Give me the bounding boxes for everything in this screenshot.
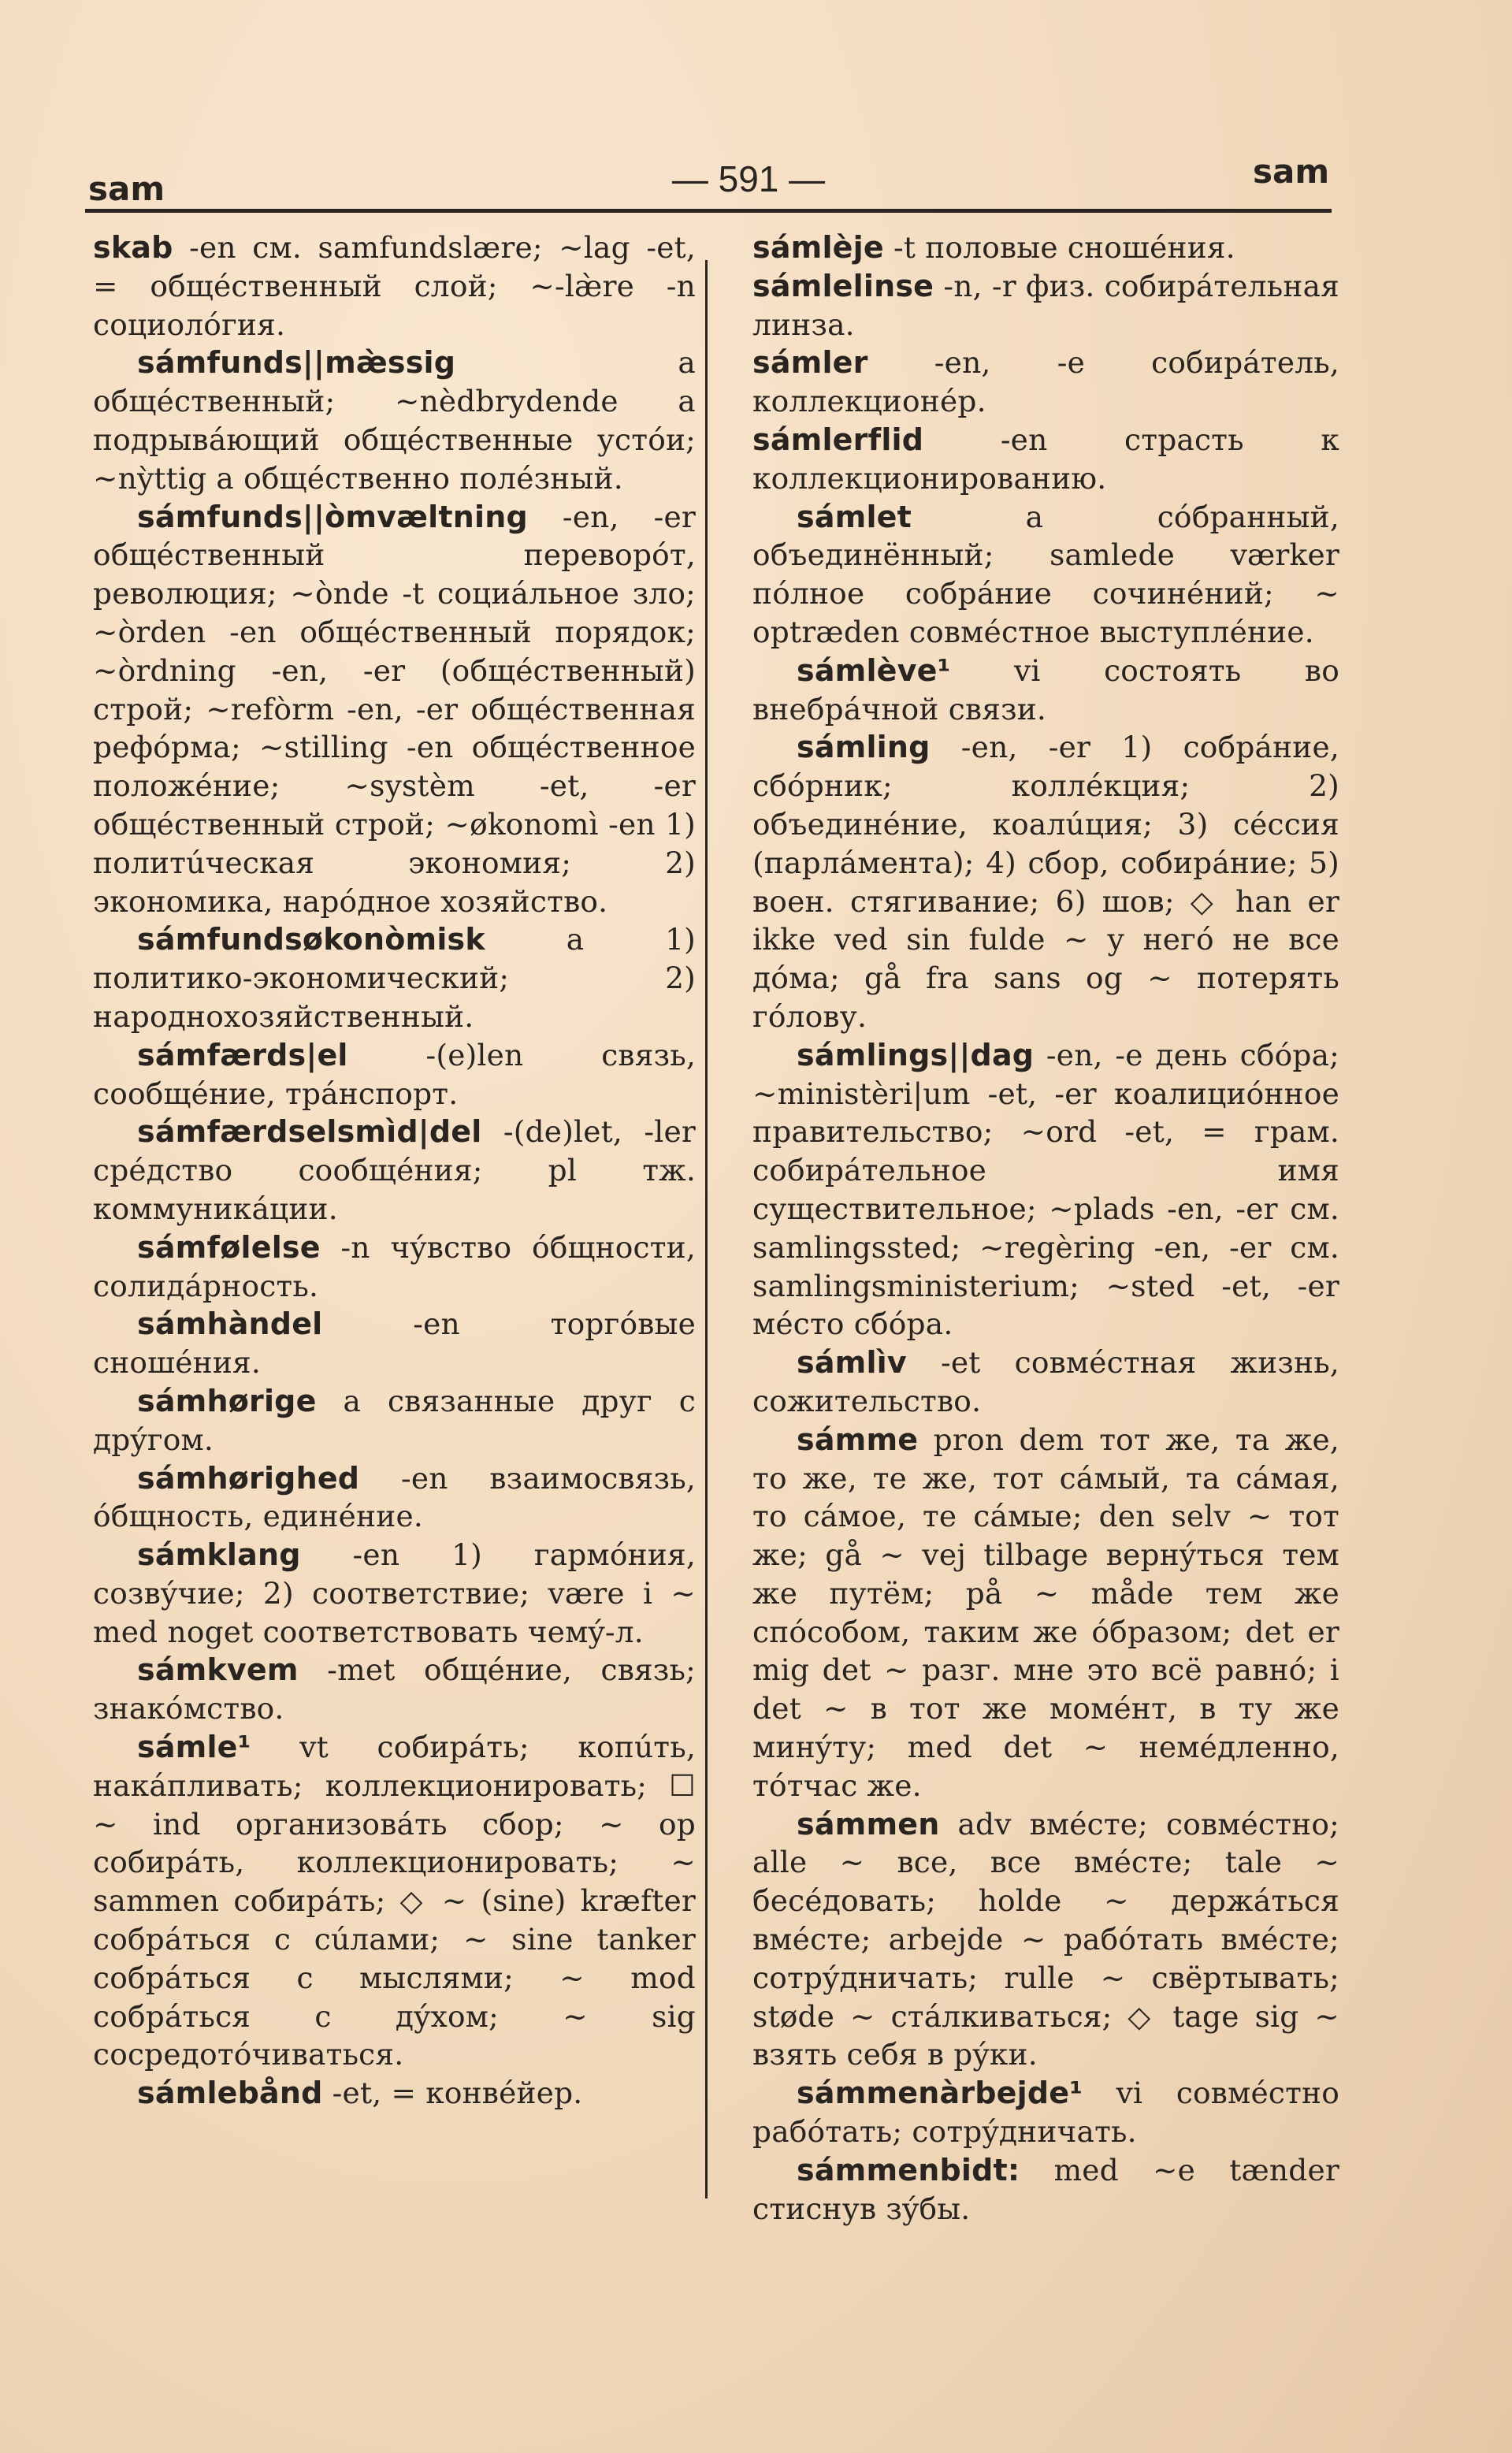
entry-headword: sámhørighed bbox=[137, 1460, 360, 1496]
entry-headword: sámklang bbox=[137, 1537, 301, 1573]
running-head-left: sam bbox=[88, 169, 165, 208]
entry-headword: sámfundsøkonòmisk bbox=[137, 922, 485, 957]
entry-definition: -en взаимосвязь, óбщность, единéние. bbox=[93, 1460, 696, 1534]
dictionary-entry bbox=[93, 2074, 696, 2113]
dictionary-entry bbox=[752, 1805, 1339, 2075]
dictionary-entry bbox=[752, 2151, 1339, 2228]
entry-definition: -et, = конвéйер. bbox=[322, 2076, 583, 2111]
entry-definition: adv вмéсте; совмéстно; alle ~ все, все вмéсте; tale ~ бесéдовать; holde ~ держáться вмéсте; arbejde ~ рабóтать вмéсте; сотрýдничать; rulle ~ свёртывать; støde ~ стáлкиваться; ◇ tage sig ~ взять себя в рýки. bbox=[752, 1806, 1339, 2072]
entry-headword: sámlet bbox=[797, 499, 912, 534]
entry-definition: -en торгóвые сношéния. bbox=[93, 1306, 696, 1381]
entry-headword: sámfunds||òmvæltning bbox=[137, 499, 528, 534]
dictionary-entry bbox=[93, 1382, 696, 1459]
dictionary-entry bbox=[93, 498, 696, 921]
dictionary-entry bbox=[93, 1305, 696, 1382]
entry-definition: -en, -er 1) собрáние, сбóрник; коллéкция; 2) объединéние, коалúция; 3) сéссия (парлáмента); 4) сбор, собирáние; 5) воен. стягивание; 6) шов; ◇ han er ikke ved sin fulde ~ у негó не все дóма; gå fra sans og ~ потерять гóлову. bbox=[752, 730, 1339, 1034]
dictionary-entry bbox=[93, 1036, 696, 1113]
entry-headword: sámmenàrbejde¹ bbox=[797, 2076, 1083, 2111]
dictionary-entry bbox=[752, 498, 1339, 652]
entry-definition: -en см. samfundslære; ~lag -et, = общéственный слой; ~-læ̀re -n социолóгия. bbox=[93, 230, 696, 342]
dictionary-entry bbox=[93, 920, 696, 1035]
entry-definition: -n, -r физ. собирáтельная линза. bbox=[752, 268, 1339, 342]
entry-definition: a общéственный; ~nèdbrydende a подрывáющий общéственные устóи; ~nỳttig a общéственно полéзный. bbox=[93, 345, 696, 496]
dictionary-entry bbox=[752, 1344, 1339, 1421]
dictionary-entry bbox=[752, 728, 1339, 1035]
entry-definition: med ~e tænder стиснув зýбы. bbox=[752, 2152, 1339, 2226]
dictionary-entry bbox=[752, 267, 1339, 344]
entry-headword: sámmenbidt: bbox=[797, 2152, 1020, 2187]
entry-headword: sámfærdselsmìd|del bbox=[137, 1114, 482, 1150]
dictionary-entry bbox=[93, 1228, 696, 1306]
entry-headword: sámme bbox=[797, 1422, 919, 1457]
entry-definition: -n чýвство óбщности, солидáрность. bbox=[93, 1229, 696, 1303]
entry-definition: vi состоять во внебрáчной связи. bbox=[752, 652, 1339, 727]
entry-definition: -t половые сношéния. bbox=[883, 230, 1235, 265]
dictionary-entry bbox=[752, 2074, 1339, 2151]
page-number: — 591 — bbox=[671, 158, 826, 199]
entry-headword: sámlelinse bbox=[752, 268, 934, 303]
entry-headword: sámler bbox=[752, 345, 868, 381]
entry-definition: -(de)let, -ler срéдство сообщéния; pl тж. коммуникáции. bbox=[93, 1114, 696, 1226]
header-rule bbox=[85, 209, 1332, 213]
dictionary-entry bbox=[93, 1459, 696, 1537]
dictionary-entry bbox=[752, 229, 1339, 267]
entry-headword: sámhàndel bbox=[137, 1306, 323, 1342]
entry-headword: sámfærds|el bbox=[137, 1037, 348, 1072]
entry-headword: skab bbox=[93, 230, 173, 265]
entry-definition: vi совмéстно рабóтать; сотрýдничать. bbox=[752, 2076, 1339, 2150]
dictionary-entry bbox=[93, 1728, 696, 2074]
entry-headword: sámle¹ bbox=[137, 1730, 251, 1765]
entry-definition: -en, -er общéственный переворóт, революция; ~ònde -t социáльное зло; ~òrden -en общéственный порядок; ~òrdning -en, -er (общéственный) строй; ~refòrm -en, -er общéственная рефóрма; ~stilling -en общéственное положéние; ~systèm -et, -er общéственный строй; ~økonomì -en 1) политúческая экономия; 2) экономика, нарóдное хозяйство. bbox=[93, 499, 696, 919]
entry-headword: sámling bbox=[797, 730, 931, 765]
column-divider bbox=[705, 260, 708, 2198]
entry-definition: -(e)len связь, сообщéние, трáнспорт. bbox=[93, 1037, 696, 1111]
entry-definition: a 1) политико-экономический; 2) народнохозяйственный. bbox=[93, 922, 696, 1034]
dictionary-entry bbox=[93, 229, 696, 344]
dictionary-entry bbox=[752, 344, 1339, 421]
entry-definition: vt собирáть; копúть, накáпливать; коллекционировать; ☐ ~ ind организовáть сбор; ~ op собирáть, коллекционировать; ~ sammen собирáть; ◇ ~ (sine) kræfter собрáться с сúлами; ~ sine tanker собрáться с мыслями; ~ mod собрáться с дýхом; ~ sig сосредотóчиваться. bbox=[93, 1730, 696, 2072]
entry-definition: pron dem тот же, та же, то же, те же, тот сáмый, та сáмая, то сáмое, те сáмые; den selv ~ тот же; gå ~ vej tilbage вернýться тем же путём; på ~ måde тем же спóсобом, таким же óбразом; det er mig det ~ разг. мне это всё равнó; i det ~ в тот же момéнт, в ту же минýту; med det ~ немéдленно, тóтчас же. bbox=[752, 1422, 1339, 1803]
dictionary-entry bbox=[752, 1036, 1339, 1344]
dictionary-entry bbox=[752, 652, 1339, 729]
entry-definition: -en 1) гармóния, созвýчие; 2) соответствие; være i ~ med noget соответствовать чемý-л. bbox=[93, 1537, 696, 1649]
entry-headword: sámfunds||mæ̀ssig bbox=[137, 345, 456, 381]
dictionary-entry bbox=[752, 1421, 1339, 1805]
dictionary-entry bbox=[752, 421, 1339, 498]
left-column bbox=[93, 229, 696, 2113]
entry-headword: sámlings||dag bbox=[797, 1037, 1035, 1072]
entry-headword: sámlìv bbox=[797, 1345, 907, 1381]
entry-headword: sámlève¹ bbox=[797, 652, 951, 688]
dictionary-entry bbox=[93, 1651, 696, 1728]
right-column bbox=[752, 229, 1339, 2228]
entry-definition: -met общéние, связь; знакóмство. bbox=[93, 1652, 696, 1726]
entry-headword: sámlerflid bbox=[752, 422, 924, 457]
entry-headword: sámkvem bbox=[137, 1652, 299, 1688]
running-head-right: sam bbox=[1253, 152, 1330, 191]
dictionary-entry bbox=[93, 1536, 696, 1651]
entry-headword: sámlebånd bbox=[137, 2076, 323, 2111]
entry-headword: sámfølelse bbox=[137, 1229, 321, 1265]
entry-definition: a сóбранный, объединённый; samlede værker пóлное собрáние сочинéний; ~ optræden совмéстное выступлéние. bbox=[752, 499, 1339, 649]
dictionary-entry bbox=[93, 1113, 696, 1228]
dictionary-entry bbox=[93, 344, 696, 497]
entry-definition: a связанные друг с дрýгом. bbox=[93, 1383, 696, 1457]
entry-definition: -et совмéстная жизнь, сожительство. bbox=[752, 1345, 1339, 1418]
entry-definition: -en, -e собирáтель, коллекционéр. bbox=[752, 345, 1339, 419]
entry-headword: sámhørige bbox=[137, 1383, 317, 1418]
entry-definition: -en страсть к коллекционированию. bbox=[752, 422, 1339, 496]
entry-headword: sámmen bbox=[797, 1806, 940, 1842]
entry-headword: sámlèje bbox=[752, 230, 884, 265]
entry-definition: -en, -e день сбóра; ~ministèri|um -et, -er коалициóнное правительство; ~ord -et, = грам. собирáтельное имя существительное; ~plads -en, -er см. samlingssted; ~regèring -en, -er см. samlingsministerium; ~sted -et, -er мéсто сбóра. bbox=[752, 1037, 1339, 1342]
